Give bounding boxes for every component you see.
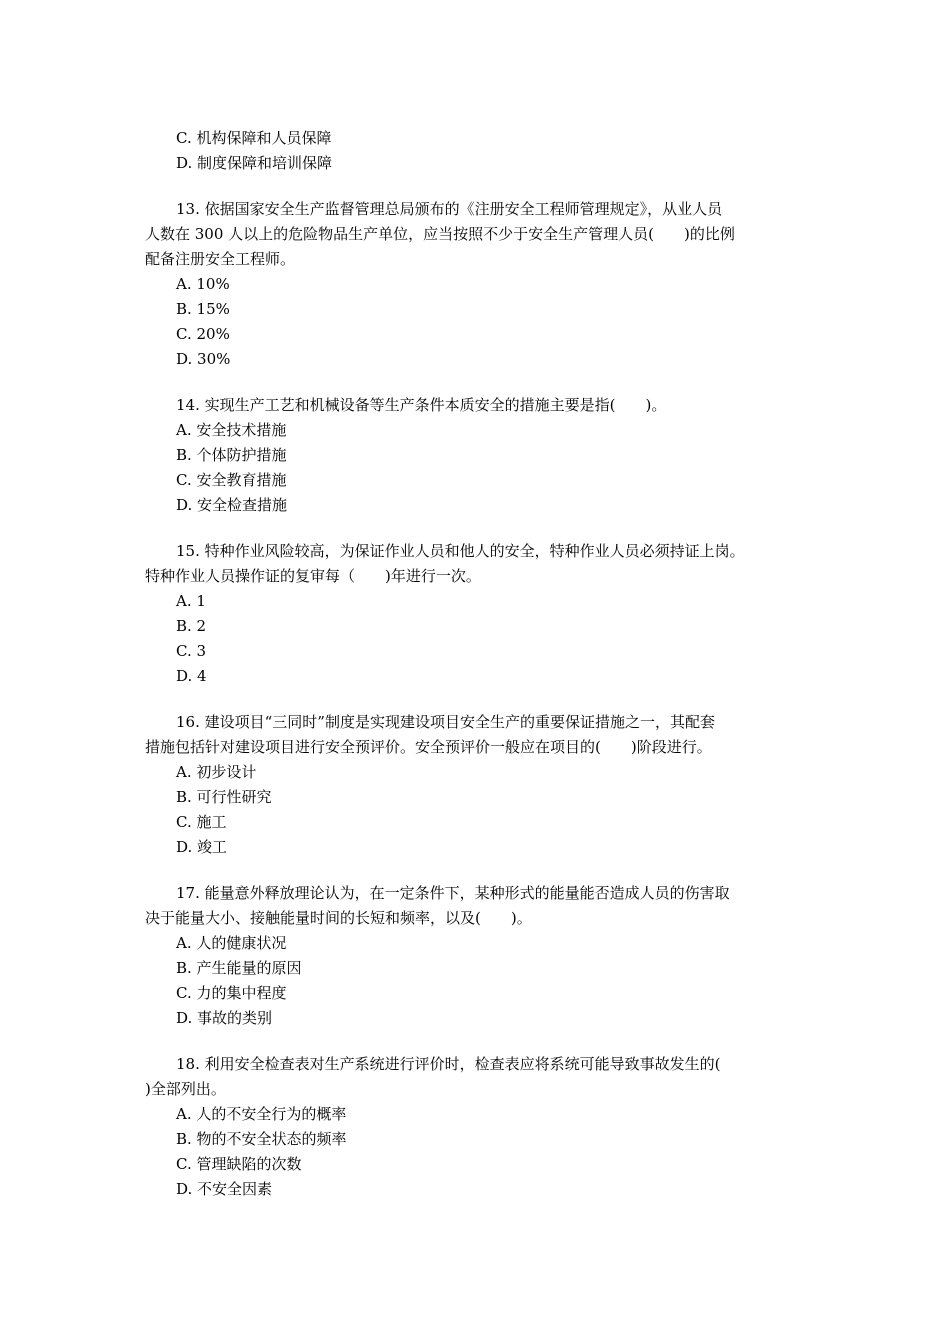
question-stem-line: 决于能量大小、接触能量时间的长短和频率，以及( )。: [145, 909, 532, 927]
spacer: [145, 372, 810, 393]
option-b: B. 物的不安全状态的频率: [176, 1130, 347, 1148]
question-18: [145, 1052, 810, 1202]
option-c: C. 施工: [176, 813, 227, 831]
option-a: A. 10%: [176, 275, 230, 293]
question-15: [145, 539, 810, 689]
question-13: [145, 197, 810, 372]
option-a: A. 初步设计: [176, 763, 257, 781]
question-stem-line: 人数在 300 人以上的危险物品生产单位，应当按照不少于安全生产管理人员( )的比例: [145, 225, 735, 243]
question-stem-line: 措施包括针对建设项目进行安全预评价。安全预评价一般应在项目的( )阶段进行。: [145, 738, 712, 756]
option-c: C. 机构保障和人员保障: [176, 129, 332, 147]
option-b: B. 15%: [176, 300, 230, 318]
option-c: C. 20%: [176, 325, 230, 343]
question-stem-line: 15. 特种作业风险较高，为保证作业人员和他人的安全，特种作业人员必须持证上岗。: [176, 542, 745, 560]
question-stem-line: 配备注册安全工程师。: [145, 250, 296, 268]
question-stem-line: 特种作业人员操作证的复审每（ )年进行一次。: [145, 567, 481, 585]
option-c: C. 管理缺陷的次数: [176, 1155, 302, 1173]
question-stem-line: 14. 实现生产工艺和机械设备等生产条件本质安全的措施主要是指( )。: [176, 396, 667, 414]
question-17: [145, 881, 810, 1031]
spacer: [145, 176, 810, 197]
option-d: D. 制度保障和培训保障: [176, 154, 333, 172]
option-a: A. 人的健康状况: [176, 934, 287, 952]
spacer: [145, 518, 810, 539]
option-d: D. 不安全因素: [176, 1180, 273, 1198]
question-16: [145, 710, 810, 860]
question-stem-line: )全部列出。: [145, 1080, 226, 1098]
option-c: C. 力的集中程度: [176, 984, 287, 1002]
spacer: [145, 1031, 810, 1052]
option-d: D. 竣工: [176, 838, 228, 856]
option-c: C. 安全教育措施: [176, 471, 287, 489]
question-stem-line: 18. 利用安全检查表对生产系统进行评价时，检查表应将系统可能导致事故发生的(: [176, 1055, 721, 1073]
option-d: D. 4: [176, 667, 207, 685]
question-stem-line: 17. 能量意外释放理论认为，在一定条件下，某种形式的能量能否造成人员的伤害取: [176, 884, 730, 902]
option-a: A. 人的不安全行为的概率: [176, 1105, 347, 1123]
option-a: A. 1: [176, 592, 206, 610]
option-b: B. 2: [176, 617, 207, 635]
option-d: D. 事故的类别: [176, 1009, 273, 1027]
option-d: D. 安全检查措施: [176, 496, 288, 514]
option-c: C. 3: [176, 642, 207, 660]
option-a: A. 安全技术措施: [176, 421, 287, 439]
leading-options: [145, 126, 810, 176]
question-stem-line: 16. 建设项目“三同时”制度是实现建设项目安全生产的重要保证措施之一，其配套: [176, 713, 715, 731]
question-14: [145, 393, 810, 518]
question-list: [145, 126, 810, 1202]
spacer: [145, 689, 810, 710]
option-b: B. 个体防护措施: [176, 446, 287, 464]
option-d: D. 30%: [176, 350, 231, 368]
spacer: [145, 860, 810, 881]
option-b: B. 可行性研究: [176, 788, 272, 806]
option-b: B. 产生能量的原因: [176, 959, 302, 977]
question-stem-line: 13. 依据国家安全生产监督管理总局颁布的《注册安全工程师管理规定》，从业人员: [176, 200, 723, 218]
